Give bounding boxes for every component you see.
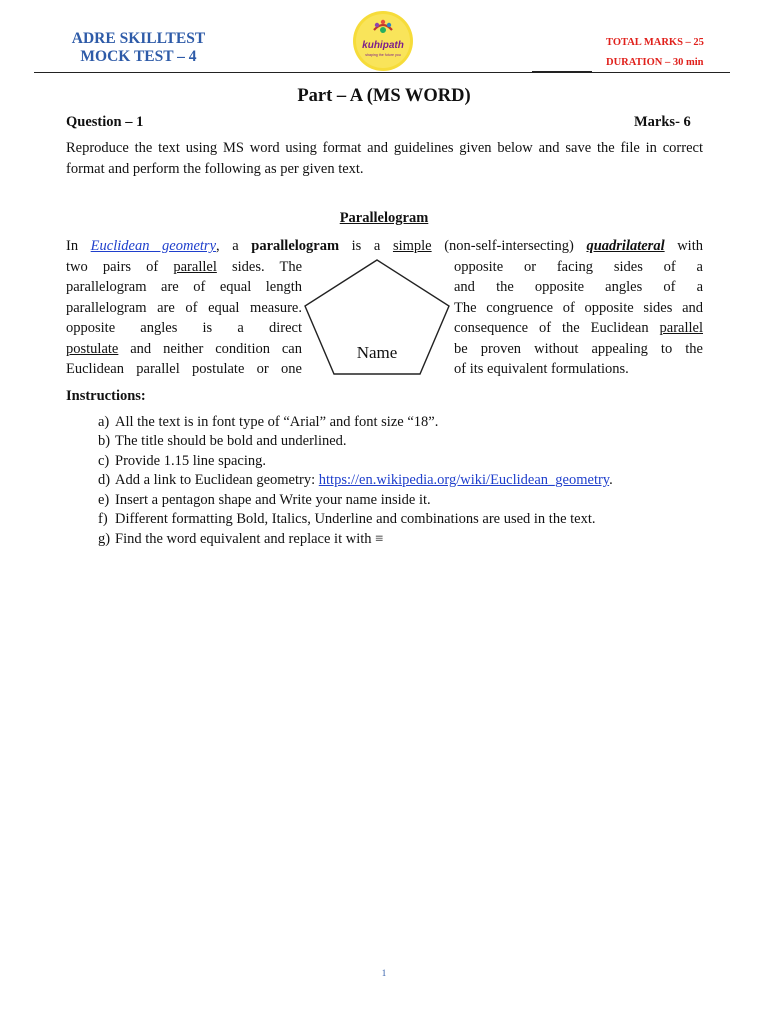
org-name: ADRE SKILLTEST [71,30,206,47]
right-line-3: The congruence of opposite sides and [454,300,703,316]
passage-title: Parallelogram [339,210,429,226]
header-meta [606,33,721,73]
pentagon-name-text: Name [356,343,398,362]
right-line-6: of its equivalent formulations. [454,361,629,377]
right-line-2: and the opposite angles of a [454,279,703,295]
instructions-heading: Instructions: [66,388,146,404]
question-label: Question – 1 [66,114,144,130]
left-line-2: parallelogram are of equal length [66,279,302,295]
passage-line-1: In Euclidean geometry, a parallelogram is a simple (non-self-intersecting) quadrilateral with [66,238,703,254]
instruction-item: e) Insert a pentagon shape and Write your name inside it. [98,492,431,508]
mock-test-label: MOCK TEST – 4 [80,48,197,65]
wikipedia-link[interactable]: https://en.wikipedia.org/wiki/Euclidean_geometry [318,472,610,488]
header-rule-accent [532,71,592,73]
simple-underlined: simple [392,238,432,254]
page-number: 1 [381,968,387,978]
right-line-4: consequence of the Euclidean parallel [454,320,703,336]
instruction-item: c) Provide 1.15 line spacing. [98,453,267,469]
logo-text: kuhipath [362,40,404,51]
pentagon-shape [302,258,452,376]
left-line-5: postulate and neither condition can [66,341,302,357]
left-line-1: two pairs of parallel sides. The [66,259,303,275]
right-line-5: be proven without appealing to the [454,341,703,357]
question-text: Reproduce the text using MS word using format and guidelines given below and save the file in correct format and perform the following as per given text. [66,140,703,177]
right-line-1: opposite or facing sides of a [454,259,703,275]
instruction-item: g) Find the word equivalent and replace it with ≡ [98,531,384,547]
header-org [66,30,211,66]
instruction-item: f) Different formatting Bold, Italics, Underline and combinations are used in the text. [98,511,596,527]
left-line-3: parallelogram are of equal measure. [66,300,302,316]
question-marks: Marks- 6 [634,114,691,130]
instruction-item: a) All the text is in font type of “Arial” and font size “18”. [98,414,439,430]
left-line-4: opposite angles is a direct [66,320,302,336]
kuhipath-logo [350,10,416,72]
euclidean-geometry-link[interactable]: Euclidean geometry [90,238,217,254]
left-line-6: Euclidean parallel postulate or one [66,361,302,377]
instruction-item: b) The title should be bold and underlined. [98,433,347,449]
instruction-item: d) Add a link to Euclidean geometry: https://en.wikipedia.org/wiki/Euclidean_geometry. [98,472,613,488]
header-rule [34,72,730,73]
logo-tagline: shaping the future you [365,53,401,57]
duration: DURATION – 30 min [606,57,704,68]
parallelogram-bold: parallelogram [251,238,340,254]
part-title: Part – A (MS WORD) [297,86,471,106]
total-marks: TOTAL MARKS – 25 [606,37,704,48]
quadrilateral-emphasis: quadrilateral [586,238,665,254]
